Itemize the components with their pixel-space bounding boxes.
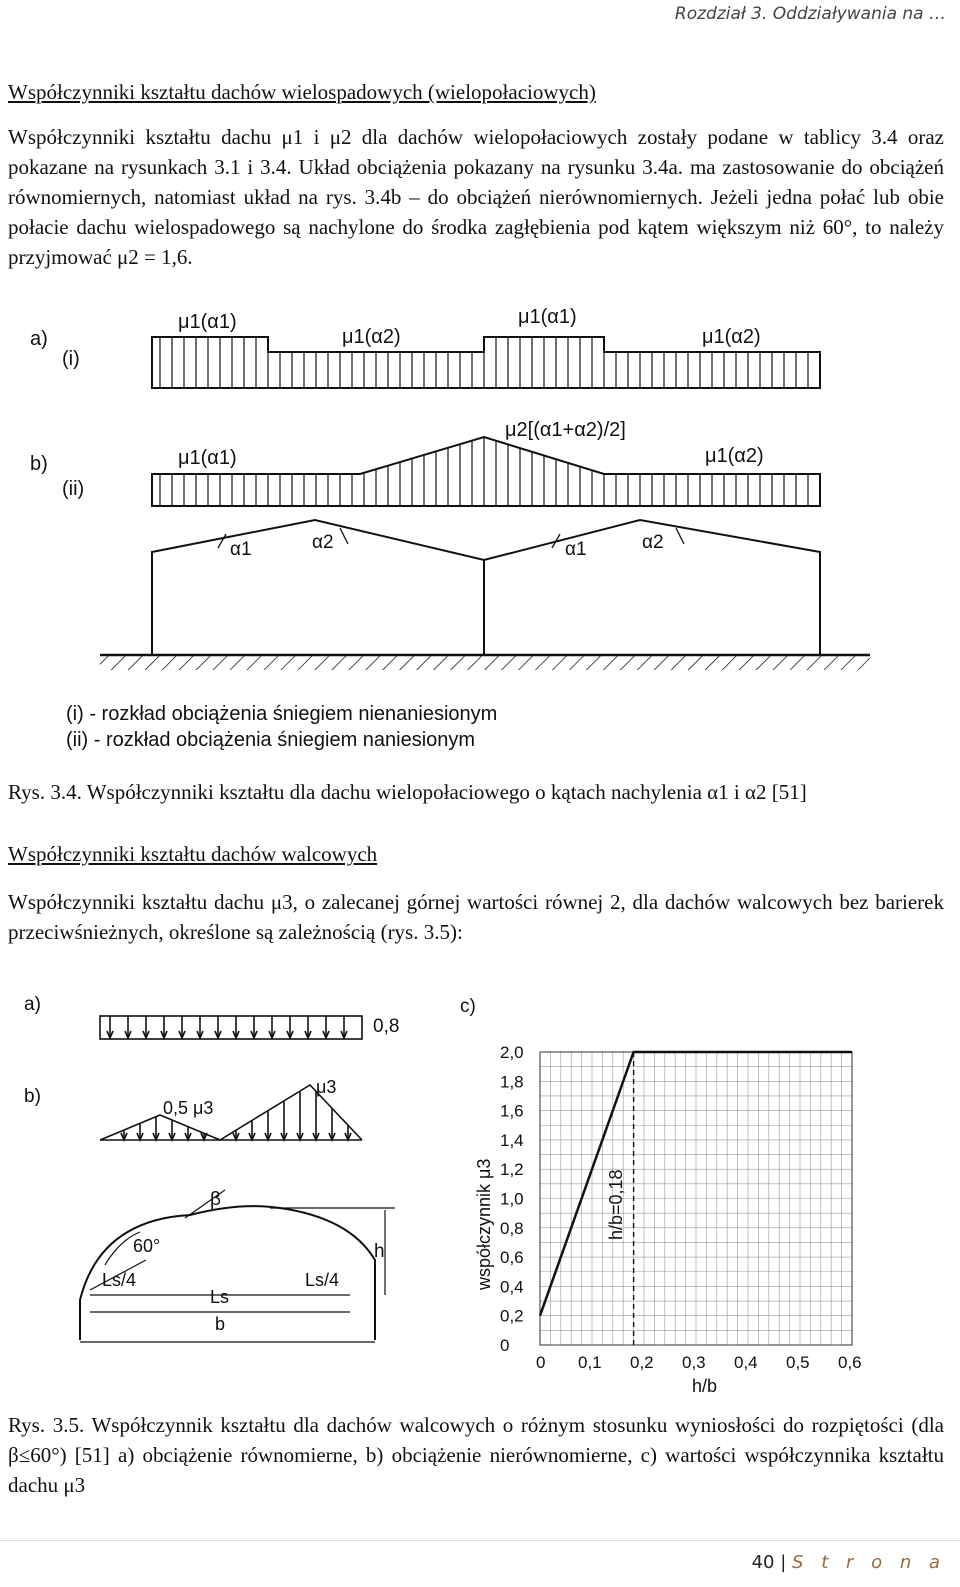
y-tick-label: 1,6 <box>500 1101 524 1121</box>
fig35-label-c: c) <box>460 996 476 1017</box>
chart-xlabel: h/b <box>692 1376 718 1396</box>
fig35-label-b: b) <box>24 1086 41 1107</box>
val-08: 0,8 <box>373 1016 400 1037</box>
y-tick-label: 0 <box>500 1336 510 1355</box>
running-header: Rozdział 3. Oddziaływania na … <box>674 4 946 24</box>
mu3-label: μ3 <box>316 1077 337 1097</box>
val-05mu3: 0,5 μ3 <box>163 1098 214 1118</box>
fig35-label-a: a) <box>24 994 41 1015</box>
paragraph-barrel: Współczynniki kształtu dachu μ3, o zalecanej górnej wartości równej 2, dla dachów walcowych bez barierek przeciwśnieżnych, określone są zależnością (rys. 3.5): <box>8 890 944 944</box>
ls4-label-left: Ls/4 <box>102 1270 137 1290</box>
y-tick-label: 0,4 <box>500 1277 524 1297</box>
legend-ii: (ii) - rozkład obciążenia śniegiem naniesionym <box>66 729 476 751</box>
y-tick-label: 0,6 <box>500 1248 524 1268</box>
x-tick-label: 0,5 <box>786 1353 810 1372</box>
alpha1-label-2: α1 <box>565 539 587 560</box>
fig34-label-b: b) <box>30 453 48 475</box>
y-tick-label: 0,8 <box>500 1218 524 1238</box>
x-tick-label: 0,4 <box>734 1353 758 1372</box>
section-heading-barrel: Współczynniki kształtu dachów walcowych <box>8 842 378 866</box>
label-mu1a1-i-1: μ1(α1) <box>178 311 237 333</box>
label-mu1a2-i-2: μ1(α2) <box>702 326 761 348</box>
x-tick-label: 0 <box>536 1353 546 1372</box>
chart-annotation: h/b=0,18 <box>606 1169 626 1240</box>
x-tick-label: 0,1 <box>578 1353 602 1372</box>
y-tick-label: 0,2 <box>500 1306 524 1326</box>
alpha2-label-1: α2 <box>312 532 334 553</box>
label-mu1a1-ii: μ1(α1) <box>178 447 237 469</box>
deg60-label: 60° <box>133 1236 161 1256</box>
y-tick-label: 1,0 <box>500 1189 524 1209</box>
paragraph-multispan: Współczynniki kształtu dachu μ1 i μ2 dla dachów wielopołaciowych zostały podane w tablicy 3.4 oraz pokazane na rysunkach 3.1 i 3.4. Układ obciążenia pokazany na rysunku 3.4a. ma zastosowanie do obciążeń równomiernych, natomiast układ na rys. 3.4b – do obciążeń nierównomiernych. Jeżeli jedna połać lub obie połacie dachu wielospadowego są nachylone do środka zagłębienia pod kątem większym niż 60°, to należy przyjmować μ2 = 1,6. <box>8 125 944 269</box>
page-footer <box>752 1552 946 1573</box>
figure-3-4 <box>0 300 960 760</box>
y-tick-label: 1,4 <box>500 1130 524 1150</box>
b-label: b <box>215 1314 226 1334</box>
figure-3-5 <box>0 980 960 1400</box>
ls-label: Ls <box>210 1287 230 1307</box>
ls4-label-right: Ls/4 <box>305 1270 340 1290</box>
y-tick-label: 1,2 <box>500 1160 524 1180</box>
label-mu1a2-i-1: μ1(α2) <box>342 326 401 348</box>
fig34-label-ii: (ii) <box>62 478 85 500</box>
x-tick-label: 0,3 <box>682 1353 706 1372</box>
ground-hatch <box>100 656 870 670</box>
caption-fig-3-4: Rys. 3.4. Współczynniki kształtu dla dachu wielopołaciowego o kątach nachylenia α1 i α2 [51] <box>8 780 807 804</box>
y-tick-label: 2,0 <box>500 1043 524 1062</box>
caption-fig-3-5: Rys. 3.5. Współczynnik kształtu dla dachów walcowych o różnym stosunku wyniosłości do rozpiętości (dla β≤60°) [51] a) obciążenie równomierne, b) obciążenie nierównomierne, c) wartości współczynnika kształtu dachu μ3 <box>8 1413 944 1497</box>
h-label: h <box>374 1241 385 1262</box>
page-number: 40 <box>751 1552 775 1573</box>
barrel-roof <box>80 1190 395 1342</box>
building-frame <box>100 520 870 655</box>
section-heading-multispan: Współczynniki kształtu dachów wielospadowych (wielopołaciowych) <box>8 80 596 104</box>
legend-i: (i) - rozkład obciążenia śniegiem nienaniesionym <box>66 703 498 725</box>
label-mu1a2-ii: μ1(α2) <box>705 445 764 467</box>
footer-word: S t r o n a <box>792 1552 946 1573</box>
alpha2-label-2: α2 <box>642 532 664 553</box>
x-tick-label: 0,6 <box>838 1353 862 1372</box>
x-tick-label: 0,2 <box>630 1353 654 1372</box>
fig34-label-a: a) <box>30 328 48 350</box>
label-mu2mix: μ2[(α1+α2)/2] <box>505 419 626 441</box>
alpha1-label-1: α1 <box>230 539 252 560</box>
uniform-load <box>100 1016 362 1039</box>
fig34-label-i: (i) <box>62 348 80 370</box>
y-tick-label: 1,8 <box>500 1072 524 1092</box>
label-mu1a1-i-2: μ1(α1) <box>518 306 577 328</box>
footer-rule <box>0 1540 960 1541</box>
footer-separator: | <box>780 1552 787 1573</box>
beta-label: β <box>210 1189 221 1210</box>
chart-ylabel: współczynnik μ3 <box>474 1158 494 1290</box>
mu3-chart <box>500 1043 862 1372</box>
